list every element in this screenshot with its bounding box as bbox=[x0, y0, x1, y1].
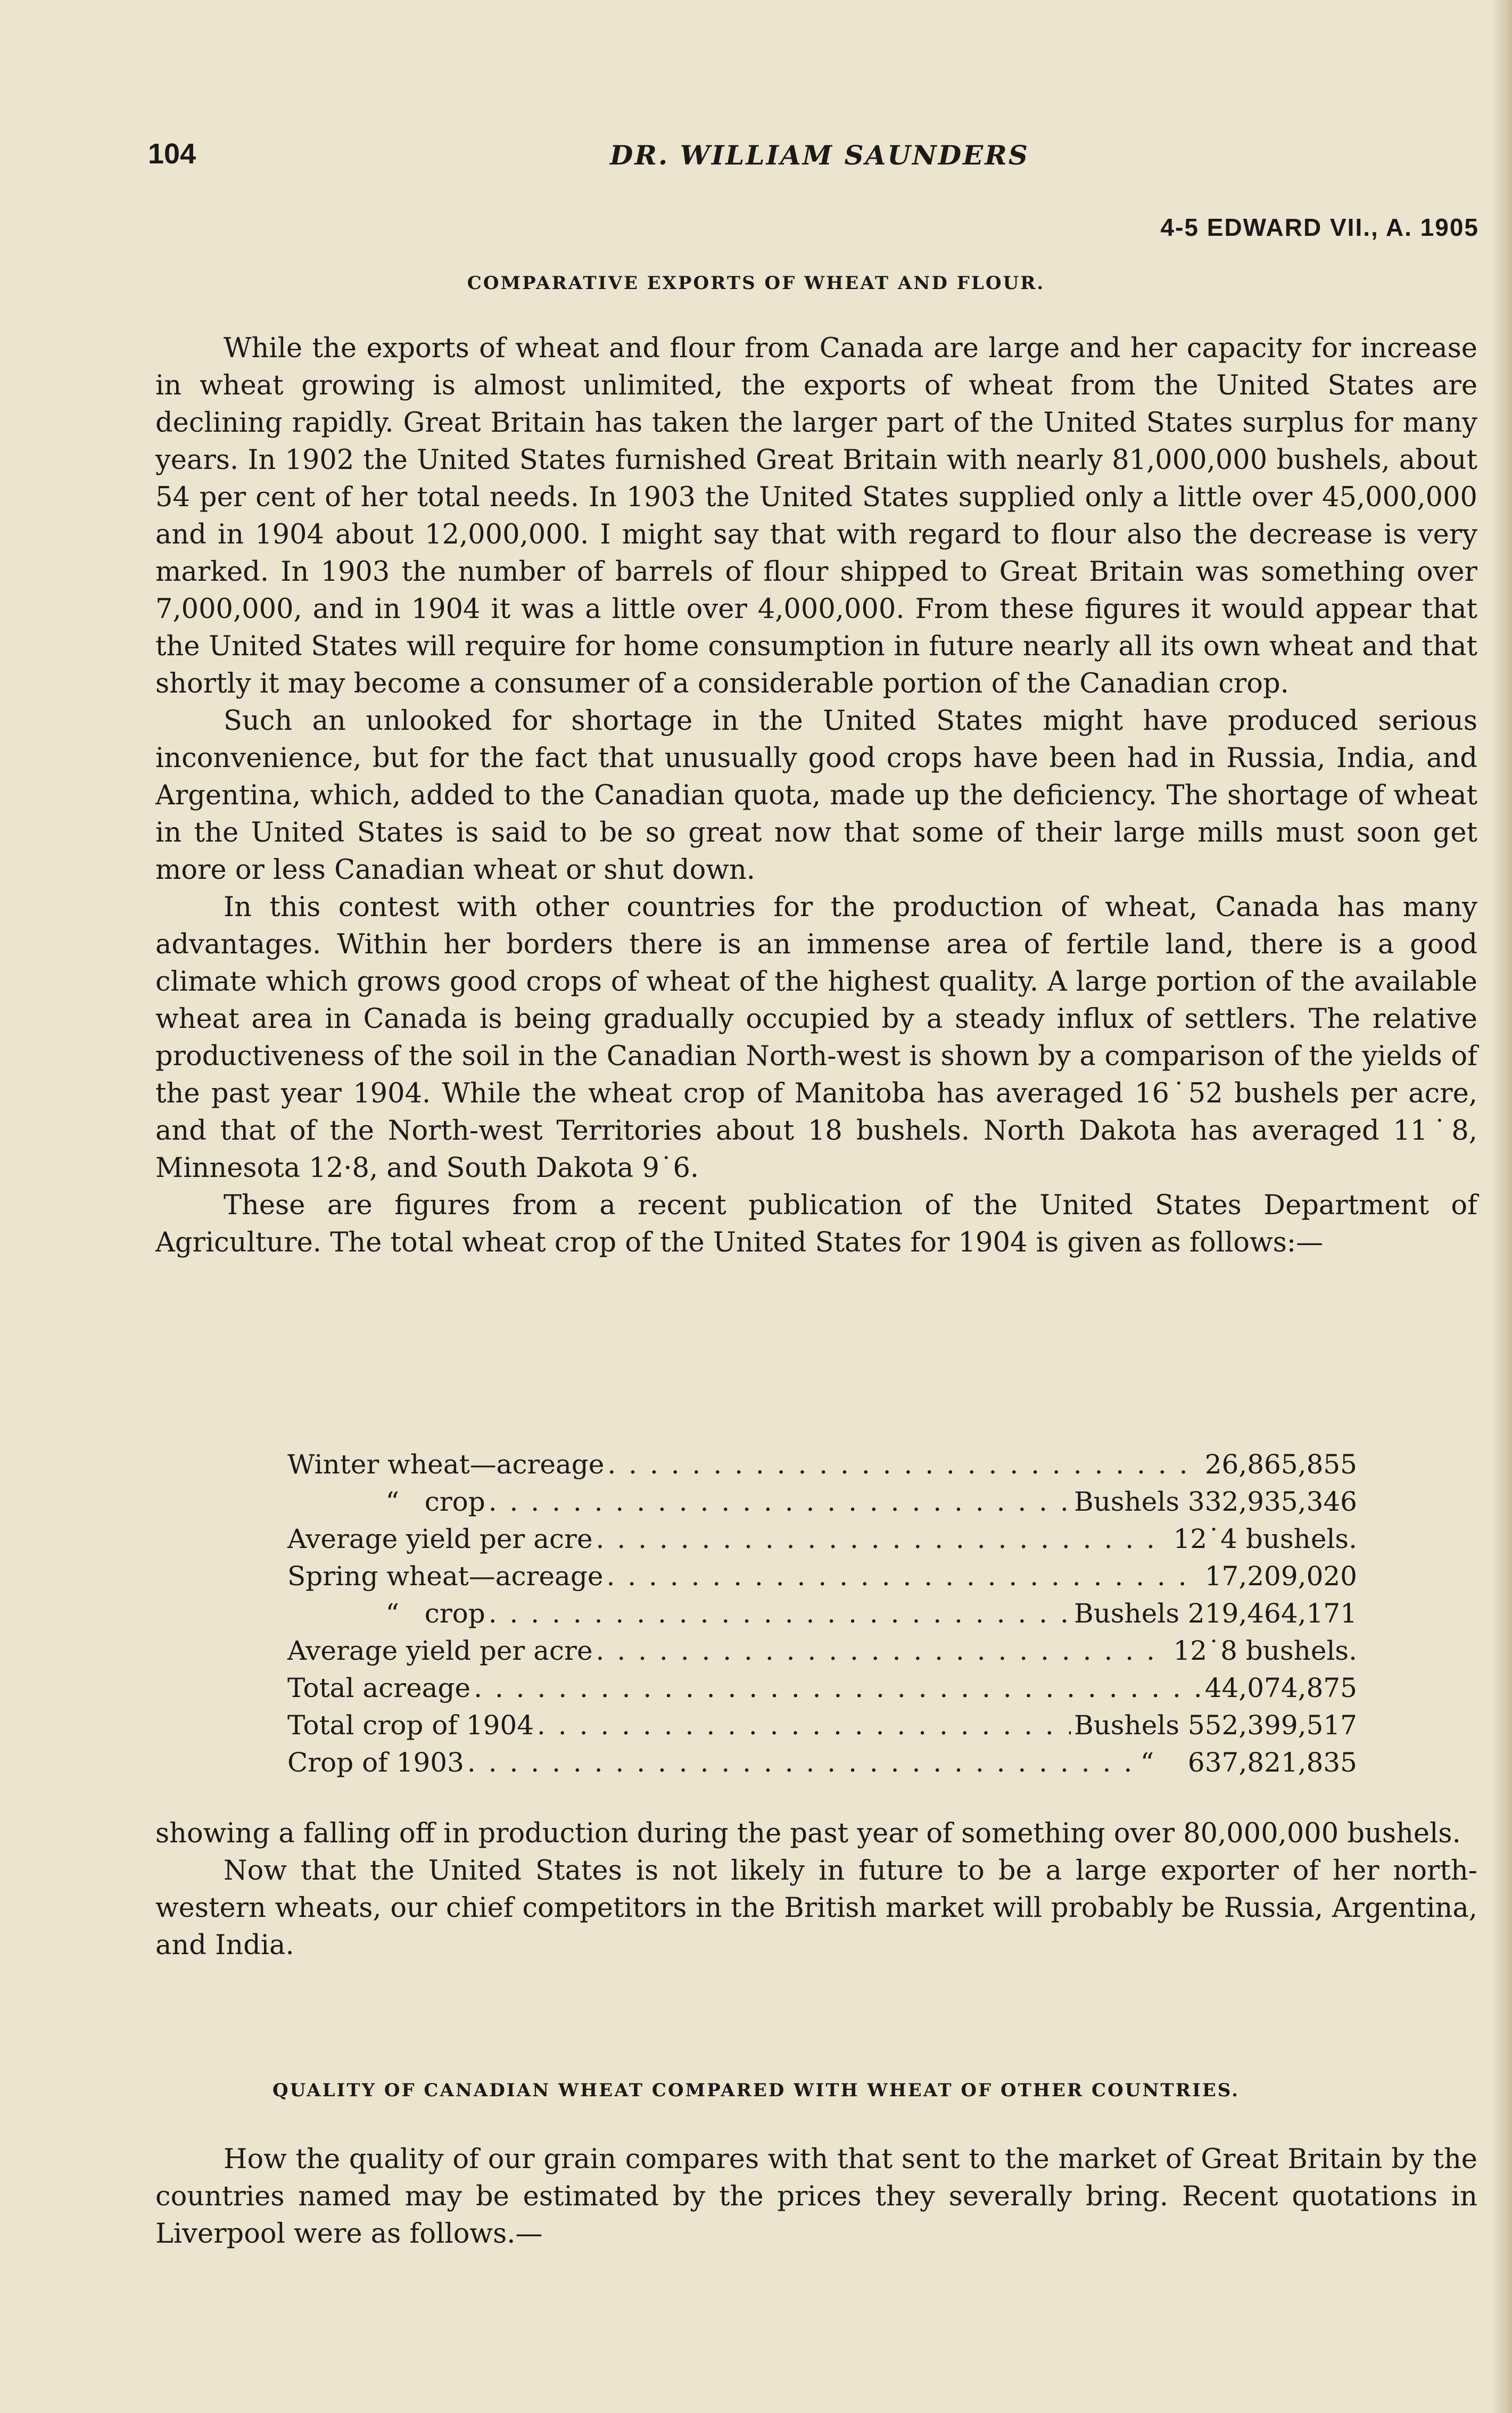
quality-body bbox=[155, 2141, 1477, 2253]
row-value: 26,865,855 bbox=[1204, 1449, 1357, 1480]
running-title: DR. WILLIAM SAUNDERS bbox=[610, 139, 1029, 171]
exports-body bbox=[155, 330, 1477, 1262]
table-row bbox=[287, 1744, 1357, 1781]
ditto-mark: “ bbox=[385, 1598, 399, 1629]
paragraph: Now that the United States is not likely in future to be a large exporter of her north-western wheats, our chief competitors in the British market will probably be Russia, Argentina, and India. bbox=[155, 1855, 1477, 1961]
row-unit: Bushels bbox=[1073, 1486, 1179, 1517]
paragraph: While the exports of wheat and flour from Canada are large and her capacity for increase in wheat growing is almost unlimited, the exports of wheat from the United States are declining rapidly. Great Britain has taken the larger part of the United States surplus for many years. In 1902 the United States furnished Great Britain with nearly 81,000,000 bushels, about 54 per cent of her total needs. In 1903 the United States supplied only a little over 45,000,000 and in 1904 about 12,000,000. I might say that with regard to flour also the decrease is very marked. In 1903 the number of barrels of flour shipped to Great Britain was something over 7,000,000, and in 1904 it was a little over 4,000,000. From these figures it would appear that the United States will require for home consumption in future nearly all its own wheat and that shortly it may become a consumer of a considerable portion of the Canadian crop. bbox=[155, 333, 1477, 699]
table-row bbox=[287, 1446, 1357, 1483]
paragraph: Such an unlooked for shortage in the United States might have produced serious inconvenience, but for the fact that unusually good crops have been had in Russia, India, and Argentina, which, added to the Canadian quota, made up the deficiency. The shortage of wheat in the United States is said to be so great now that some of their large mills must soon get more or less Canadian wheat or shut down. bbox=[155, 705, 1477, 886]
table-row bbox=[287, 1558, 1357, 1595]
table-row bbox=[287, 1669, 1357, 1707]
table-row bbox=[287, 1632, 1357, 1669]
row-label: Total acreage bbox=[287, 1673, 471, 1703]
row-value: 12˙8 bushels. bbox=[1173, 1635, 1357, 1666]
paragraph: These are figures from a recent publication of the United States Department of Agriculture. The total wheat crop of the United States for 1904 is given as follows:— bbox=[155, 1190, 1477, 1258]
after-table-body bbox=[155, 1815, 1477, 1964]
row-unit: Bushels bbox=[1073, 1710, 1179, 1741]
row-label: crop bbox=[424, 1486, 485, 1517]
section-heading-exports: COMPARATIVE EXPORTS OF WHEAT AND FLOUR. bbox=[467, 273, 1045, 294]
row-value: 219,464,171 bbox=[1187, 1598, 1357, 1629]
paragraph: showing a falling off in production during the past year of something over 80,000,000 bushels. bbox=[155, 1818, 1461, 1849]
row-value: 44,074,875 bbox=[1204, 1673, 1357, 1703]
crop-table bbox=[287, 1446, 1357, 1781]
table-row bbox=[287, 1707, 1357, 1744]
row-label: Winter wheat—acreage bbox=[287, 1449, 605, 1480]
row-value: 12˙4 bushels. bbox=[1173, 1523, 1357, 1554]
row-value: 17,209,020 bbox=[1204, 1561, 1357, 1592]
table-row bbox=[287, 1520, 1357, 1558]
row-label: Spring wheat—acreage bbox=[287, 1561, 604, 1592]
row-value: 637,821,835 bbox=[1187, 1747, 1357, 1778]
section-heading-quality: QUALITY OF CANADIAN WHEAT COMPARED WITH WHEAT OF OTHER COUNTRIES. bbox=[272, 2080, 1240, 2101]
session-label: 4-5 EDWARD VII., A. 1905 bbox=[1160, 213, 1479, 241]
table-row bbox=[287, 1595, 1357, 1632]
row-value: 552,399,517 bbox=[1187, 1710, 1357, 1741]
ditto-mark: “ bbox=[385, 1486, 399, 1517]
page-number: 104 bbox=[148, 138, 196, 170]
page-edge bbox=[1491, 0, 1512, 2413]
row-label: Average yield per acre bbox=[287, 1635, 593, 1666]
row-unit: “ bbox=[1140, 1747, 1154, 1778]
row-label: Average yield per acre bbox=[287, 1523, 593, 1554]
row-unit: Bushels bbox=[1073, 1598, 1179, 1629]
row-label: Total crop of 1904 bbox=[287, 1710, 534, 1741]
paragraph: In this contest with other countries for the production of wheat, Canada has many advantages. Within her borders there is an immense area of fertile land, there is a good climate which grows good crops of wheat of the highest quality. A large portion of the available wheat area in Canada is being gradually occupied by a steady influx of settlers. The relative productiveness of the soil in the Canadian North-west is shown by a comparison of the yields of the past year 1904. While the wheat crop of Manitoba has averaged 16˙52 bushels per acre, and that of the North-west Territories about 18 bushels. North Dakota has averaged 11˙8, Minnesota 12·8, and South Dakota 9˙6. bbox=[155, 892, 1477, 1184]
table-row bbox=[287, 1483, 1357, 1520]
row-label: Crop of 1903 bbox=[287, 1747, 464, 1778]
row-value: 332,935,346 bbox=[1187, 1486, 1357, 1517]
row-label: crop bbox=[424, 1598, 485, 1629]
paragraph: How the quality of our grain compares with that sent to the market of Great Britain by the countries named may be estimated by the prices they severally bring. Recent quotations in Liverpool were as follows.— bbox=[155, 2144, 1477, 2250]
